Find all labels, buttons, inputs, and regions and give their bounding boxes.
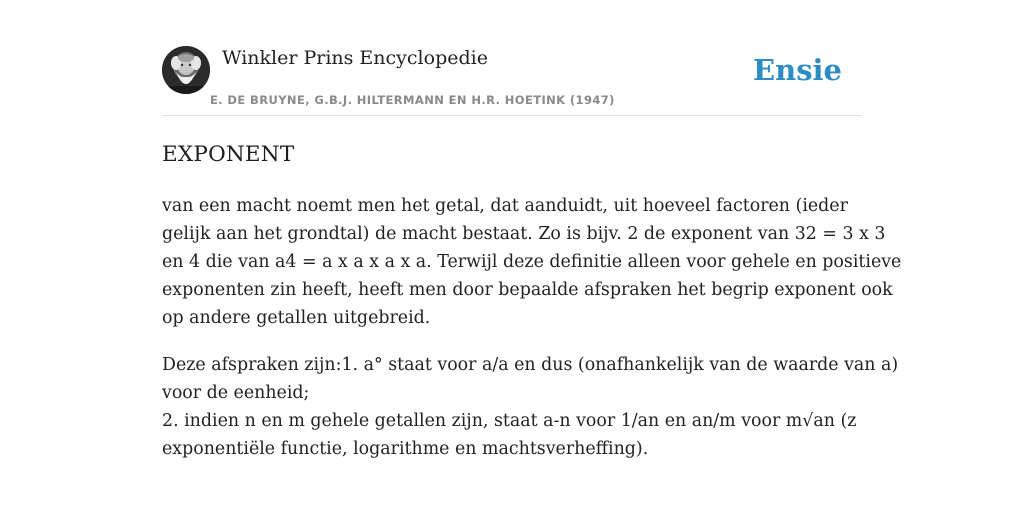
authors-line: E. DE BRUYNE, G.B.J. HILTERMANN EN H.R. HOETINK (1947) (210, 93, 615, 107)
entry-paragraph-1 (162, 192, 902, 332)
text-line: van een macht noemt men het getal, dat aanduidt, uit hoeveel factoren (ieder (162, 196, 848, 216)
author-avatar (162, 46, 210, 94)
site-title[interactable]: Winkler Prins Encyclopedie (222, 47, 488, 69)
text-line: op andere getallen uitgebreid. (162, 308, 431, 328)
entry-paragraph-2 (162, 351, 899, 463)
text-line: voor de eenheid; (162, 383, 310, 403)
text-line: exponenten zin heeft, heeft men door bepaalde afspraken het begrip exponent ook (162, 280, 893, 300)
text-line: en 4 die van a4 = a x a x a x a. Terwijl deze definitie alleen voor gehele en positieve (162, 252, 902, 272)
site-header (162, 46, 862, 116)
text-line: 2. indien n en m gehele getallen zijn, staat a-n voor 1/an en an/m voor m√an (z (162, 411, 857, 431)
text-line: exponentiële functie, logarithme en machtsverheffing). (162, 439, 649, 459)
bearded-man-portrait-icon (162, 46, 210, 94)
entry-body (162, 192, 902, 482)
text-line: Deze afspraken zijn:1. a° staat voor a/a en dus (onafhankelijk van de waarde van a) (162, 355, 899, 375)
text-line: gelijk aan het grondtal) de macht bestaat. Zo is bijv. 2 de exponent van 32 = 3 x 3 (162, 224, 886, 244)
entry-headword: EXPONENT (162, 142, 295, 167)
brand-logo[interactable]: Ensie (753, 53, 842, 87)
